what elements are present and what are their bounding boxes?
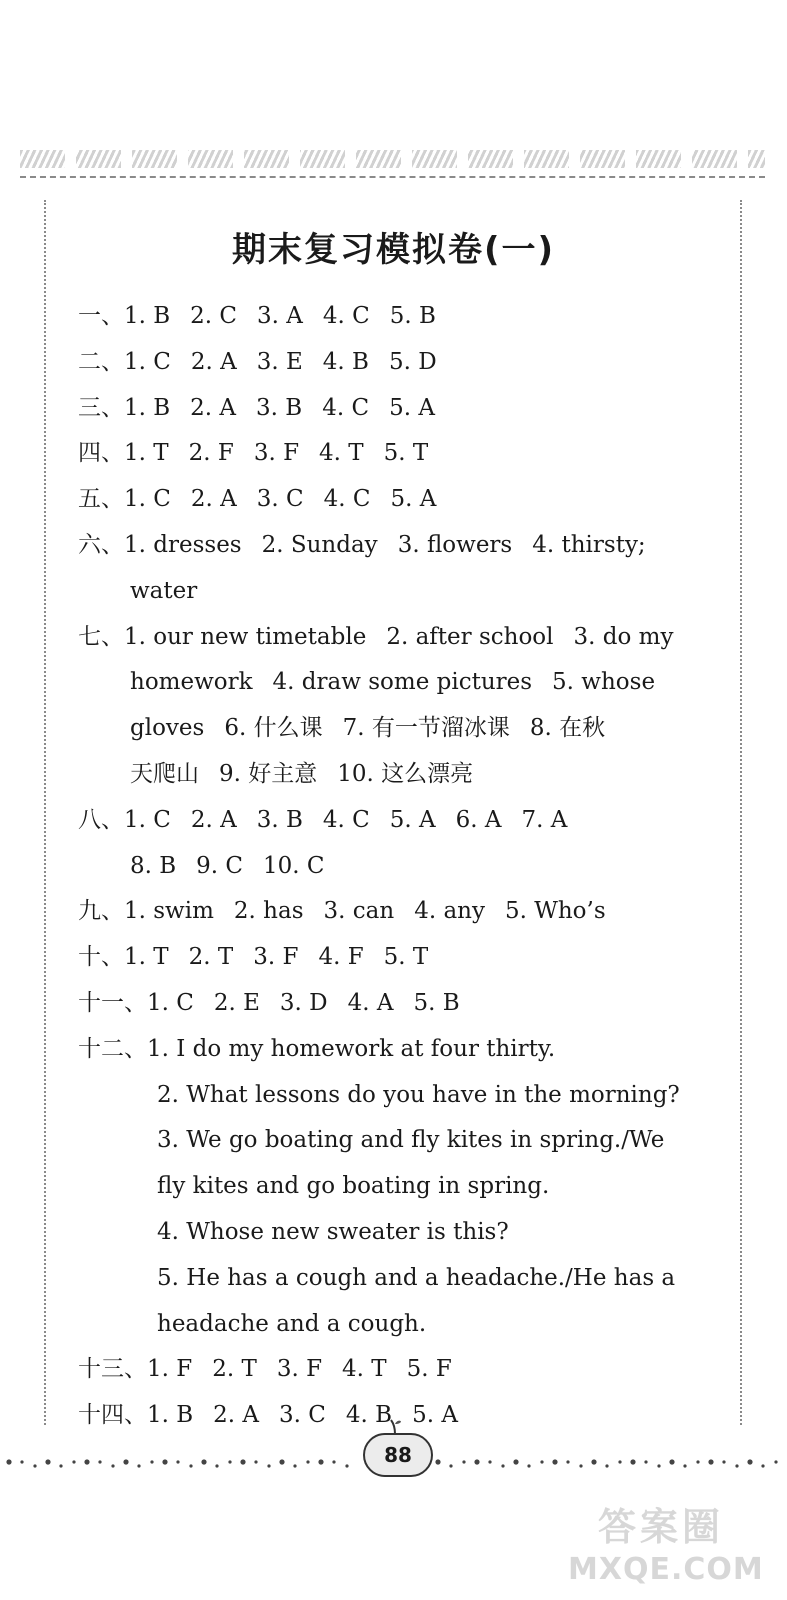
answer-item: 1. C xyxy=(124,486,171,513)
decorative-dot xyxy=(540,1460,543,1463)
answer-line xyxy=(78,1347,738,1393)
answer-line xyxy=(78,340,738,386)
answer-item: 4. thirsty; xyxy=(532,531,646,558)
decorative-dot xyxy=(696,1460,699,1463)
decorative-dot xyxy=(111,1464,114,1467)
answer-item: 1. B xyxy=(124,303,171,329)
decorative-dot xyxy=(657,1464,660,1467)
answer-item: 2. A xyxy=(190,348,237,375)
decorative-dot xyxy=(630,1459,635,1464)
decorative-dot xyxy=(449,1464,452,1467)
decorative-dot xyxy=(527,1464,530,1467)
page-title: 期末复习模拟卷(一) xyxy=(231,230,556,270)
decorative-dot xyxy=(761,1464,764,1467)
decorative-dot xyxy=(150,1460,153,1463)
decorative-dot xyxy=(45,1459,50,1464)
answer-item: 2. A xyxy=(190,486,237,513)
decorative-dot xyxy=(774,1460,777,1463)
decorative-dot xyxy=(474,1459,479,1464)
answer-item: 5. A xyxy=(389,394,435,421)
answer-item: 10. 这么漂亮 xyxy=(337,760,474,787)
decorative-dot xyxy=(722,1460,725,1463)
answer-item: 4. B xyxy=(345,1402,393,1429)
answer-item: 4. B xyxy=(322,348,369,375)
decorative-dot xyxy=(618,1460,621,1463)
decorative-dot xyxy=(669,1459,674,1464)
decorative-dot xyxy=(488,1460,491,1463)
question-number: 八、 xyxy=(78,806,124,833)
decorative-dot xyxy=(215,1464,218,1467)
decorative-dot xyxy=(332,1460,335,1463)
decorative-dot xyxy=(240,1459,245,1464)
answer-item: 2. T xyxy=(212,1356,257,1383)
answer-item: 2. F xyxy=(188,440,234,467)
answer-item: 4. draw some pictures xyxy=(272,669,533,696)
answer-item: 4. C xyxy=(322,303,370,329)
decorative-dot xyxy=(267,1464,270,1467)
decorative-dot xyxy=(318,1459,323,1464)
answer-item: 5. F xyxy=(406,1356,452,1383)
answer-item: 6. 什么课 xyxy=(224,715,323,742)
answer-item: 3. A xyxy=(257,303,303,329)
decorative-dot xyxy=(6,1459,11,1464)
question-number: 二、 xyxy=(78,348,124,375)
decorative-dot xyxy=(605,1464,608,1467)
decorative-dot xyxy=(683,1464,686,1467)
question-number: 三、 xyxy=(78,394,124,421)
answer-item: 3. E xyxy=(256,348,303,375)
answer-line xyxy=(78,844,738,890)
answer-item: 2. A xyxy=(190,394,237,421)
frame-right-border xyxy=(740,200,742,1425)
answer-item: 7. 有一节溜冰课 xyxy=(342,715,510,742)
answer-item: 2. A xyxy=(190,806,237,833)
answer-item: 4. T xyxy=(342,1356,387,1383)
answer-line xyxy=(78,294,738,340)
decorative-dot xyxy=(513,1459,518,1464)
answer-item: 4. F xyxy=(318,944,364,971)
answer-item: 8. 在秋 xyxy=(529,715,606,742)
answer-item: 1. B xyxy=(147,1402,194,1429)
answer-item: 2. E xyxy=(213,989,260,1016)
decorative-dot xyxy=(123,1459,128,1464)
answer-item: 5. Who’s xyxy=(504,898,606,925)
decorative-dot xyxy=(84,1459,89,1464)
answer-item: 1. B xyxy=(124,394,171,421)
answer-item: 2. Sunday xyxy=(261,531,378,558)
decorative-dot xyxy=(306,1460,309,1463)
decorative-dot xyxy=(189,1464,192,1467)
answer-item: 2. C xyxy=(190,303,238,329)
page-number: 88 xyxy=(363,1433,433,1477)
watermark-url: MXQE.COM xyxy=(568,1552,764,1587)
question-number: 一、 xyxy=(78,303,124,329)
question-number: 五、 xyxy=(78,486,124,513)
answer-item: 3. We go boating and fly kites in spring./We xyxy=(157,1127,665,1154)
answer-item: 5. A xyxy=(412,1402,458,1429)
answer-line xyxy=(78,1164,738,1210)
answer-line xyxy=(78,1118,738,1164)
answer-item: 3. F xyxy=(253,944,299,971)
answer-item: 5. D xyxy=(388,348,437,375)
answer-item: homework xyxy=(130,669,253,696)
answer-item: 2. A xyxy=(213,1402,260,1429)
answer-line xyxy=(78,752,738,798)
decorative-dot xyxy=(20,1460,23,1463)
decorative-dot xyxy=(552,1459,557,1464)
answer-item: 5. A xyxy=(389,806,436,833)
question-number: 十一、 xyxy=(78,989,147,1016)
question-number: 十三、 xyxy=(78,1356,147,1383)
answer-item: 4. Whose new sweater is this? xyxy=(157,1218,509,1245)
answer-item: 5. He has a cough and a headache./He has a xyxy=(157,1264,676,1291)
answer-item: 2. has xyxy=(233,898,304,925)
decorative-dot xyxy=(566,1460,569,1463)
answer-item: 4. T xyxy=(319,440,364,467)
decorative-dot xyxy=(644,1460,647,1463)
question-number: 十、 xyxy=(78,944,124,971)
answer-item: 3. D xyxy=(279,989,328,1016)
answer-item: 3. F xyxy=(276,1356,323,1383)
decorative-dot xyxy=(735,1464,738,1467)
answer-item: 3. B xyxy=(256,806,303,833)
answer-item: 天爬山 xyxy=(130,760,199,787)
answer-line xyxy=(78,569,738,615)
answer-item: 3. B xyxy=(256,394,303,421)
decorative-dot xyxy=(435,1459,440,1464)
header-divider xyxy=(20,176,765,178)
decorative-dot xyxy=(33,1464,36,1467)
decorative-dot xyxy=(176,1460,179,1463)
decorative-dot xyxy=(254,1460,257,1463)
question-number: 四、 xyxy=(78,440,124,467)
answer-item: 8. B xyxy=(130,852,177,879)
answer-line xyxy=(78,477,738,523)
answer-item: 1. T xyxy=(124,944,169,971)
decorative-dot xyxy=(591,1459,596,1464)
answer-item: 9. C xyxy=(196,852,244,879)
answer-item: 4. A xyxy=(347,989,394,1016)
answer-item: 2. after school xyxy=(386,623,554,650)
answer-item: 6. A xyxy=(455,806,502,833)
answer-item: 9. 好主意 xyxy=(219,760,318,787)
question-number: 十二、 xyxy=(78,1035,147,1062)
question-number: 六、 xyxy=(78,531,124,558)
decorative-dot xyxy=(708,1459,713,1464)
decorative-dot xyxy=(293,1464,296,1467)
answer-line xyxy=(78,660,738,706)
decorative-dot xyxy=(345,1464,348,1467)
answer-item: 1. our new timetable xyxy=(124,623,367,650)
answer-item: 4. any xyxy=(414,898,485,925)
answer-line xyxy=(78,386,738,432)
answer-list xyxy=(78,294,738,1439)
decorative-dot xyxy=(579,1464,582,1467)
answer-item: 1. I do my homework at four thirty. xyxy=(147,1035,556,1062)
answer-line xyxy=(78,1210,738,1256)
answer-line xyxy=(78,889,738,935)
answer-item: 3. C xyxy=(279,1402,326,1429)
answer-item: headache and a cough. xyxy=(157,1310,427,1337)
frame-left-border xyxy=(44,200,46,1425)
answer-item: 5. B xyxy=(413,989,460,1016)
answer-line xyxy=(78,706,738,752)
answer-item: 10. C xyxy=(263,852,325,879)
answer-item: gloves xyxy=(130,715,205,742)
question-number: 十四、 xyxy=(78,1402,147,1429)
answer-item: 3. can xyxy=(323,898,395,925)
answer-item: 2. T xyxy=(188,944,234,971)
answer-item: 5. A xyxy=(390,486,437,513)
answer-item: 3. do my xyxy=(573,623,674,650)
answer-item: 4. C xyxy=(323,486,371,513)
decorative-dot xyxy=(72,1460,75,1463)
decorative-dot xyxy=(228,1460,231,1463)
answer-item: 1. C xyxy=(124,348,171,375)
answer-item: 4. C xyxy=(322,394,370,421)
answer-item: fly kites and go boating in spring. xyxy=(157,1173,550,1200)
answer-item: 3. C xyxy=(256,486,304,513)
answer-item: 5. whose xyxy=(552,669,656,696)
answer-item: 1. C xyxy=(124,806,171,833)
answer-line xyxy=(78,1027,738,1073)
answer-item: 1. T xyxy=(124,440,169,467)
decorative-dot xyxy=(501,1464,504,1467)
question-number: 九、 xyxy=(78,898,124,925)
answer-item: 1. dresses xyxy=(124,531,242,558)
decorative-dot xyxy=(59,1464,62,1467)
answer-line xyxy=(78,798,738,844)
answer-item: 5. T xyxy=(383,440,429,467)
decorative-top-band xyxy=(20,150,765,168)
decorative-dot xyxy=(162,1459,167,1464)
answer-line xyxy=(78,1256,738,1302)
answer-item: 1. swim xyxy=(124,898,214,925)
answer-item: 4. C xyxy=(322,806,370,833)
answer-line xyxy=(78,1073,738,1119)
answer-item: 1. C xyxy=(147,989,194,1016)
answer-line xyxy=(78,1302,738,1348)
decorative-dot xyxy=(137,1464,140,1467)
answer-line xyxy=(78,431,738,477)
decorative-dot xyxy=(747,1459,752,1464)
decorative-dot xyxy=(279,1459,284,1464)
answer-line xyxy=(78,523,738,569)
answer-item: 5. B xyxy=(389,303,436,329)
answer-item: 7. A xyxy=(521,806,568,833)
decorative-dot xyxy=(201,1459,206,1464)
decorative-dot xyxy=(462,1460,465,1463)
decorative-dot xyxy=(98,1460,101,1463)
answer-item: 3. F xyxy=(253,440,300,467)
answer-item: 1. F xyxy=(147,1356,193,1383)
answer-line xyxy=(78,615,738,661)
answer-item: water xyxy=(130,577,198,604)
watermark-logo-text: 答案圈 xyxy=(598,1505,725,1549)
answer-line xyxy=(78,935,738,981)
question-number: 七、 xyxy=(78,623,124,650)
answer-item: 2. What lessons do you have in the morning? xyxy=(157,1081,680,1108)
answer-item: 3. flowers xyxy=(397,531,513,558)
answer-line xyxy=(78,981,738,1027)
answer-item: 5. T xyxy=(383,944,429,971)
apple-stem-icon xyxy=(388,1418,402,1434)
